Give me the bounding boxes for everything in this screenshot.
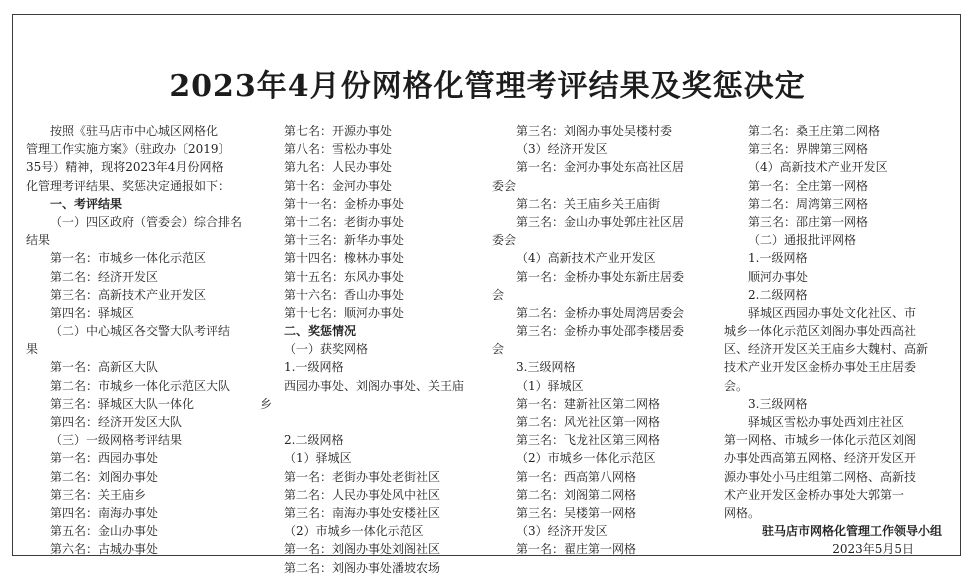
- text-line: （4）高新技术产业开发区: [748, 160, 888, 175]
- text-line: 区、经济开发区关王庙乡大魏村、高新: [724, 342, 929, 357]
- signature-org: 驻马店市网格化管理工作领导小组: [761, 524, 942, 539]
- text-line: 果: [26, 342, 39, 357]
- text-line: 第二名：金桥办事处周湾居委会: [516, 305, 685, 320]
- text-column-1: [26, 122, 248, 559]
- column-4-body: [724, 122, 946, 522]
- text-line: （二）通报批评网格: [748, 233, 857, 248]
- text-line: 第一名：金桥办事处东新庄居委: [516, 269, 685, 284]
- text-line: （一）四区政府（管委会）综合排名: [50, 214, 243, 229]
- text-line: 驿城区西园办事处文化社区、市: [748, 305, 917, 320]
- text-line: 第二名：风光社区第一网格: [516, 415, 661, 429]
- text-line: 第二名：人民办事处风中社区: [284, 487, 441, 502]
- text-line: （1）驿城区: [516, 378, 584, 393]
- text-line: 第十六名：香山办事处: [284, 287, 405, 302]
- text-line: 1.一级网格: [284, 360, 344, 375]
- text-line: 第一名：全庄第一网格: [748, 178, 869, 193]
- text-line: 第三名：吴楼第一网格: [516, 505, 637, 520]
- text-line: 3.三级网格: [516, 360, 576, 375]
- text-line: 第一名：高新区大队: [50, 360, 159, 375]
- text-line: 1.一级网格: [748, 251, 808, 266]
- text-line: 二、奖惩情况: [284, 324, 357, 339]
- text-line: 管理工作实施方案》（驻政办〔2019〕: [26, 142, 231, 157]
- text-line: 第四名：南海办事处: [50, 505, 159, 520]
- text-line: （3）经济开发区: [516, 524, 608, 539]
- text-line: 技术产业开发区金桥办事处王庄居委: [724, 360, 917, 375]
- text-line: 2.二级网格: [284, 433, 344, 448]
- text-line: （2）市城乡一体化示范区: [516, 451, 656, 466]
- text-line: （3）经济开发区: [516, 142, 608, 157]
- text-line: 第十七名：顺河办事处: [284, 305, 405, 320]
- text-line: 结果: [26, 233, 51, 248]
- text-line: （三）一级网格考评结果: [50, 433, 183, 448]
- text-line: 第七名：开源办事处: [284, 124, 393, 138]
- text-line: 第一名：建新社区第二网格: [516, 396, 661, 411]
- text-line: 第八名：雪松办事处: [284, 142, 393, 157]
- text-line: 第三名：驿城区大队一体化: [50, 396, 195, 411]
- text-line: 乡: [260, 396, 273, 411]
- text-line: 第一名：西园办事处: [50, 451, 159, 466]
- text-line: 第十四名：橡林办事处: [284, 251, 405, 266]
- text-line: 会: [492, 342, 505, 357]
- text-line: 一、考评结果: [50, 196, 123, 211]
- text-line: （2）市城乡一体化示范区: [284, 524, 424, 539]
- text-line: （4）高新技术产业开发区: [516, 251, 656, 266]
- text-line: 第二名：周湾第三网格: [748, 196, 869, 211]
- text-line: 化管理考评结果、奖惩决定通报如下：: [26, 178, 231, 193]
- text-line: 第六名：古城办事处: [50, 542, 159, 557]
- text-line: 会。: [724, 378, 749, 393]
- text-line: 按照《驻马店市中心城区网格化: [50, 124, 219, 138]
- text-line: 第三名：高新技术产业开发区: [50, 287, 207, 302]
- signature-date: 2023年5月5日: [832, 542, 914, 557]
- text-line: 第五名：金山办事处: [50, 524, 159, 539]
- text-line: 第三名：飞龙社区第三网格: [516, 433, 661, 448]
- text-line: 第二名：刘阁办事处: [50, 469, 159, 484]
- text-column-4: [724, 122, 946, 559]
- text-line: 第三名：关王庙乡: [50, 487, 147, 502]
- text-line: 第一名：金河办事处东高社区居: [516, 160, 685, 175]
- text-line: 驿城区雪松办事处西刘庄社区: [748, 415, 905, 429]
- text-line: 第一网格、市城乡一体化示范区刘阁: [724, 433, 917, 448]
- text-line: 第二名：市城乡一体化示范区大队: [50, 378, 231, 393]
- text-line: 第二名：刘阁第二网格: [516, 487, 637, 502]
- text-line: 第十五名：东风办事处: [284, 269, 405, 284]
- text-column-3: [492, 122, 714, 559]
- text-line: 网格。: [724, 505, 761, 520]
- text-line: 第十三名：新华办事处: [284, 233, 405, 248]
- text-line: 第二名：刘阁办事处潘坡农场: [284, 560, 441, 575]
- text-line: 委会: [492, 233, 517, 248]
- page-title: 2023年4月份网格化管理考评结果及奖惩决定: [169, 69, 806, 104]
- text-line: 第二名：经济开发区: [50, 269, 159, 284]
- text-line: 委会: [492, 178, 517, 193]
- text-line: 第一名：刘阁办事处刘阁社区: [284, 542, 441, 557]
- text-line: 第三名：界牌第三网格: [748, 142, 869, 157]
- text-line: 第十名：金河办事处: [284, 178, 393, 193]
- text-line: 第三名：邵庄第一网格: [748, 214, 869, 229]
- text-line: 西园办事处、刘阁办事处、关王庙: [284, 378, 465, 393]
- text-line: 第三名：南海办事处安楼社区: [284, 505, 441, 520]
- text-line: 第九名：人民办事处: [284, 160, 393, 175]
- text-line: 第一名：市城乡一体化示范区: [50, 251, 207, 266]
- text-line: 第十一名：金桥办事处: [284, 196, 405, 211]
- text-line: 第一名：翟庄第一网格: [516, 542, 637, 557]
- text-line: （1）驿城区: [284, 451, 352, 466]
- text-line: 会: [492, 287, 505, 302]
- text-line: 城乡一体化示范区刘阁办事处西高社: [724, 324, 917, 339]
- text-line: 第四名：驿城区: [50, 305, 135, 320]
- text-line: 第四名：经济开发区大队: [50, 415, 183, 429]
- text-line: 3.三级网格: [748, 396, 808, 411]
- text-line: 术产业开发区金桥办事处大郭第一: [724, 487, 905, 502]
- text-line: 35号）精神，现将2023年4月份网格: [26, 160, 224, 175]
- text-line: [260, 413, 482, 431]
- text-line: 第一名：老街办事处老街社区: [284, 469, 441, 484]
- text-line: 第三名：刘阁办事处吴楼村委: [516, 124, 673, 138]
- text-line: 2.二级网格: [748, 287, 808, 302]
- text-line: 顺河办事处: [748, 269, 809, 284]
- text-line: 第十二名：老街办事处: [284, 214, 405, 229]
- text-line: 源办事处小马庄组第二网格、高新技: [724, 469, 917, 484]
- text-line: 第三名：金桥办事处邵李楼居委: [516, 324, 685, 339]
- text-line: （二）中心城区各交警大队考评结: [50, 324, 231, 339]
- text-line: （一）获奖网格: [284, 342, 369, 357]
- text-line: 第一名：西高第八网格: [516, 469, 637, 484]
- text-line: 第二名：关王庙乡关王庙街: [516, 196, 661, 211]
- text-line: 办事处西高第五网格、经济开发区开: [724, 451, 917, 466]
- text-column-2: [260, 122, 482, 577]
- text-line: 第三名：金山办事处郭庄社区居: [516, 214, 685, 229]
- text-line: 第二名：桑王庄第二网格: [748, 124, 881, 138]
